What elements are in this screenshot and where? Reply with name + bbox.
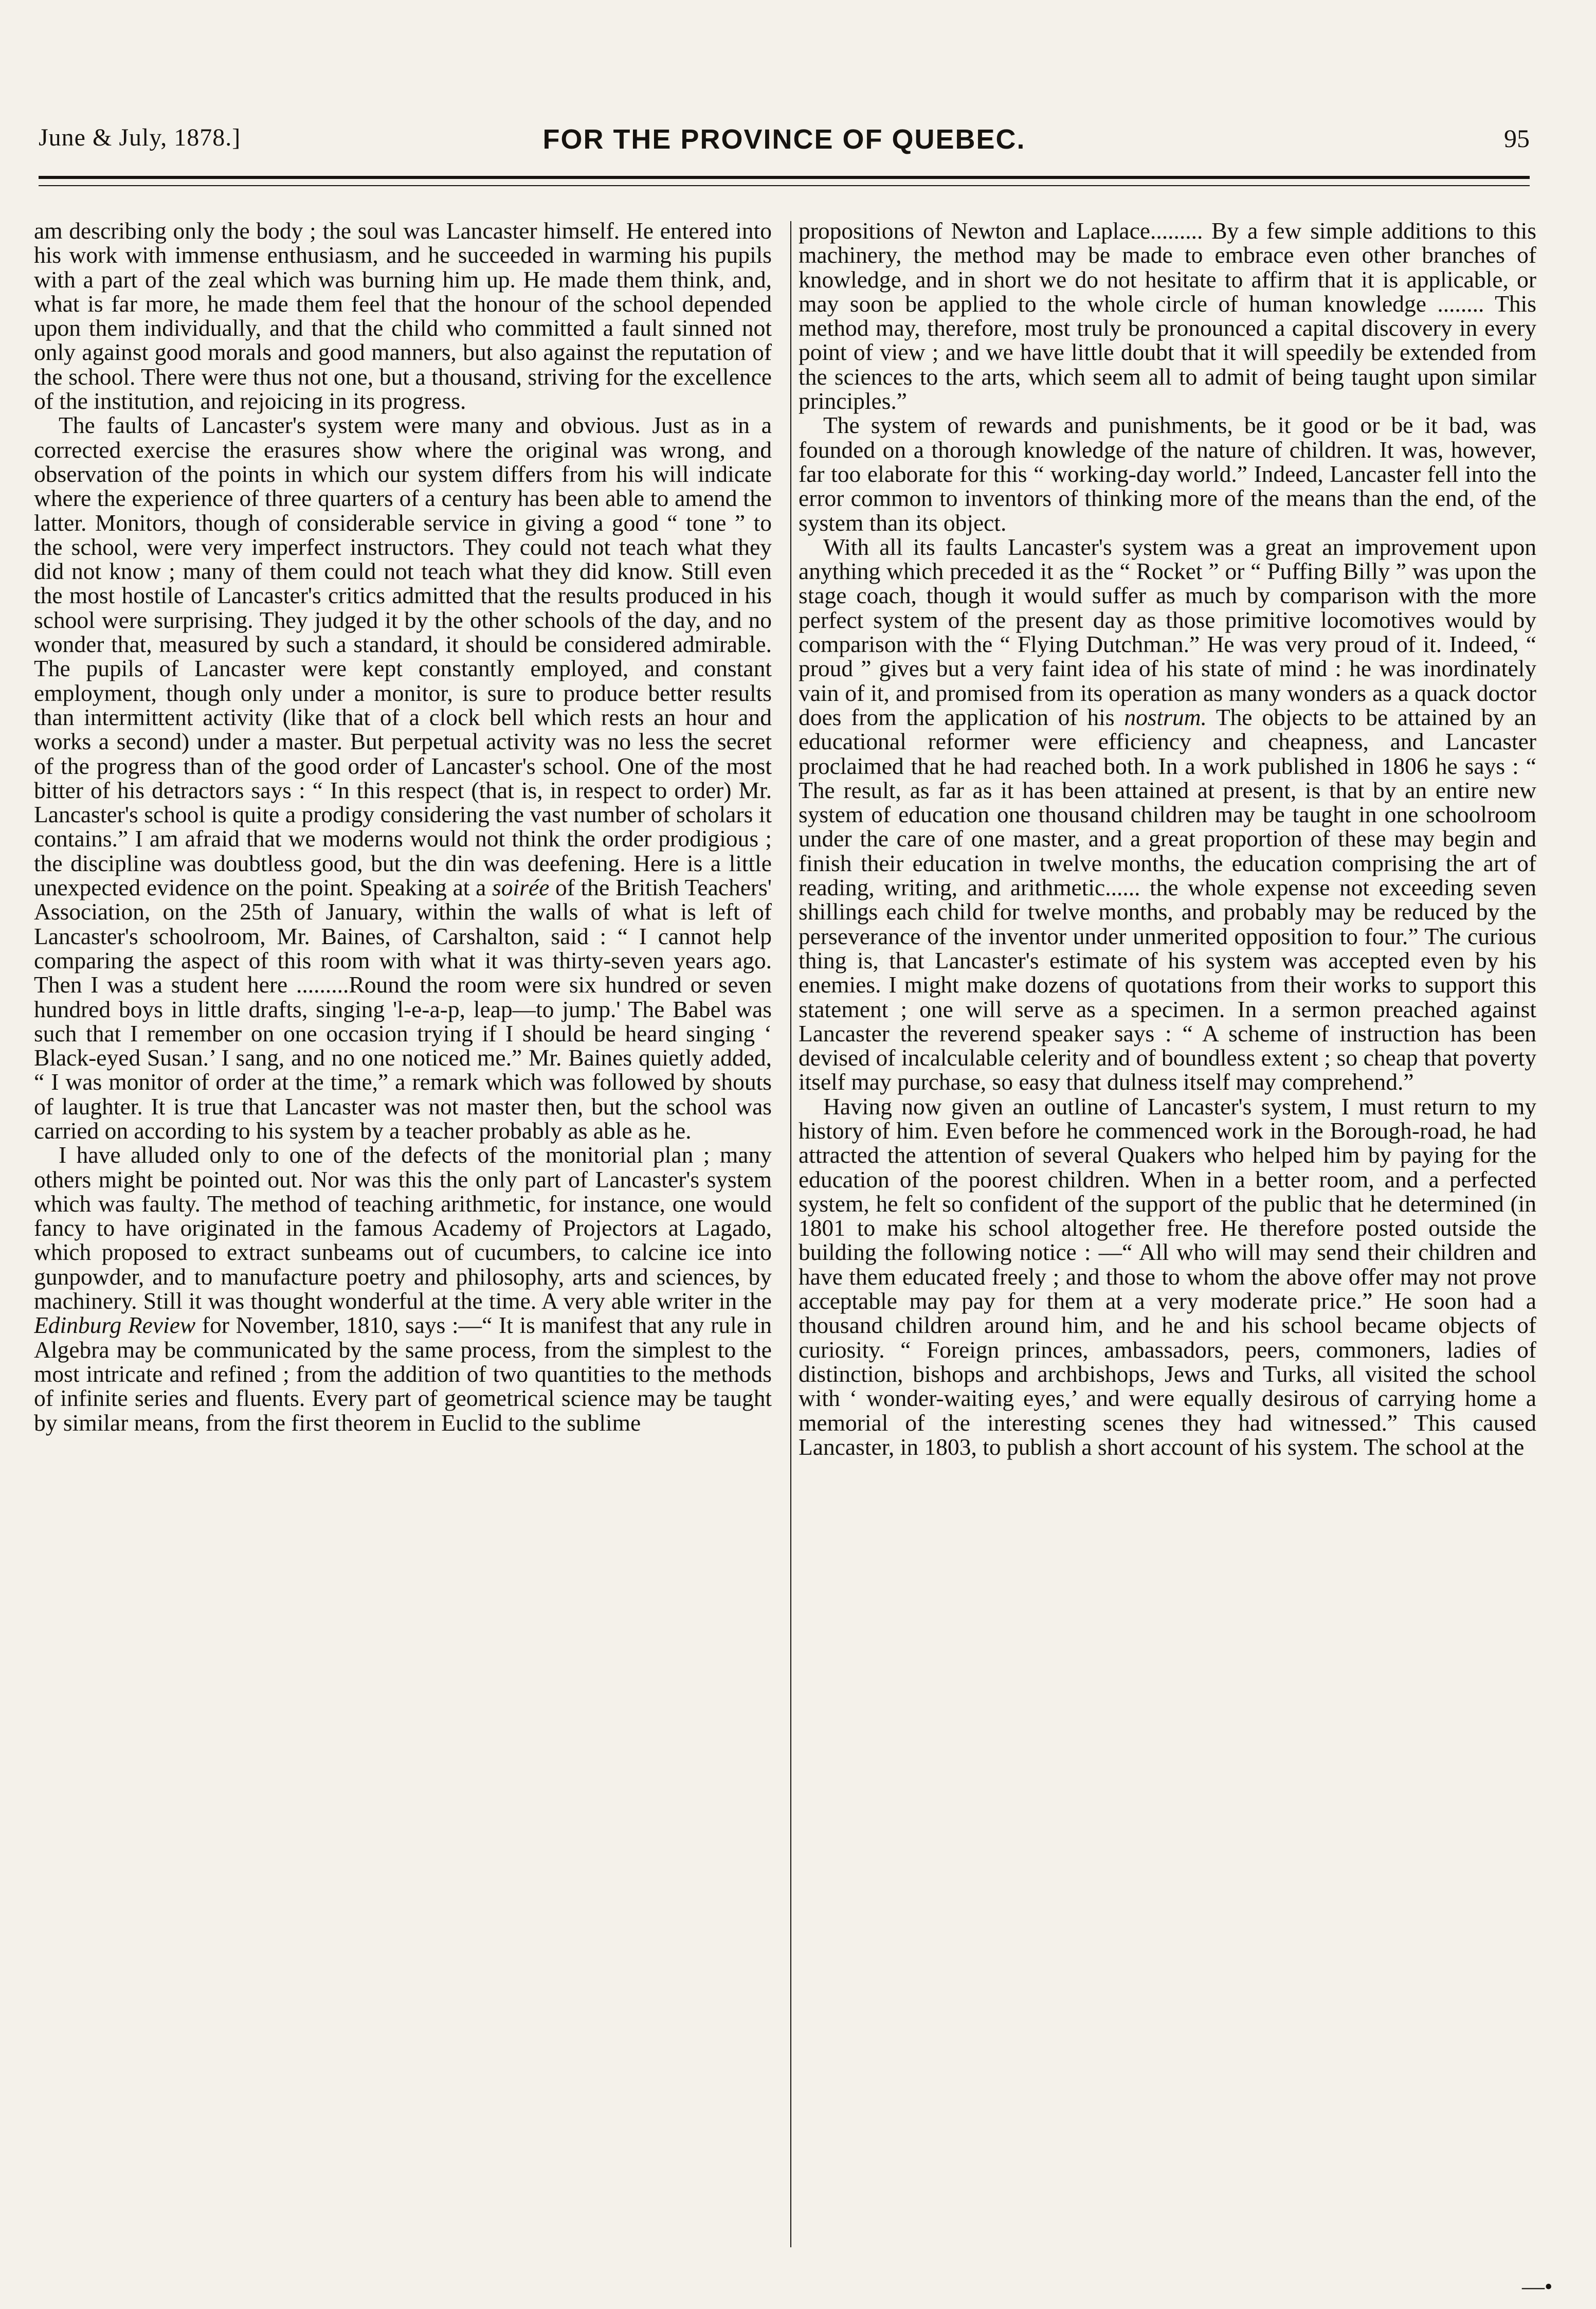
paragraph bbox=[34, 413, 772, 1143]
paragraph-text: With all its faults Lancaster's system was a great an improvement upon anything which preceded it as the “ Rocket ” or “ Puffing Billy ” was upon the stage coach, though it would suffer as much by comparison with the more perfect system of the present day as those primitive locomotives would by comparison with the “ Flying Dutchman.” He was very proud of it. Indeed, “ proud ” gives but a very faint idea of his state of mind : he was inordinately vain of it, and promised from its operation as many wonders as a quack doctor does from the application of his bbox=[799, 533, 1536, 730]
paragraph-text: The faults of Lancaster's system were many and obvious. Just as in a corrected exercise the erasures show where the original was wrong, and observation of the points in which our system differs from his will indicate where the experience of three quarters of a century has been able to amend the latter. Monitors, though of considerable service in giving a good “ tone ” to the school, were very imperfect instructors. They could not teach what they did not know ; many of them could not teach what they did know. Still even the most hostile of Lancaster's critics admitted that the results produced in his school were surprising. They judged it by the other schools of the day, and no wonder that, measured by such a standard, it should be considered admirable. The pupils of Lancaster were kept constantly employed, and constant employment, though only under a monitor, is sure to produce better results than intermittent activity (like that of a clock bell which rests an hour and works a second) under a master. But perpetual activity was no less the secret of the progress than of the good order of Lancaster's school. One of the most bitter of his detractors says : “ In this respect (that is, in respect to order) Mr. Lancaster's school is quite a prodigy considering the vast number of scholars it contains.” I am afraid that we moderns would not think the order prodigious ; the discipline was doubtless good, but the din was deefening. Here is a little unexpected evidence on the point. Speaking at a bbox=[34, 412, 772, 901]
paragraph-text: for November, 1810, says :—“ It is manifest that any rule in Algebra may be communicated by the same process, from the simplest to the most intricate and refined ; from the addition of two quantities to the methods of infinite series and fluents. Every part of geometrical science may be taught by similar means, from the first theorem in Euclid to the sublime bbox=[34, 1312, 772, 1436]
paragraph: The system of rewards and punishments, be it good or be it bad, was founded on a thorough knowledge of the nature of children. It was, however, far too elaborate for this “ working-day world.” Indeed, Lancaster fell into the error common to inventors of thinking more of the means than the end, of the system than its object. bbox=[799, 412, 1536, 536]
italic-title: Edinburg Review bbox=[34, 1312, 196, 1339]
left-column bbox=[34, 219, 772, 2250]
paragraph: am describing only the body ; the soul was Lancaster himself. He entered into his work with immense enthusiasm, and he succeeded in warming his pupils with a part of the zeal which was burning him up. He made them think, and, what is far more, he made them feel that the honour of the school depended upon them individually, and that the child who committed a fault sinned not only against good morals and good manners, but also against the reputation of the school. There were thus not one, but a thousand, striving for the excellence of the institution, and rejoicing in its progress. bbox=[34, 219, 772, 414]
header-rule-thick bbox=[39, 176, 1530, 179]
running-header bbox=[39, 123, 1530, 165]
header-rule-thin bbox=[39, 185, 1530, 186]
column-divider bbox=[790, 221, 791, 2247]
issue-date: June & July, 1878.] bbox=[39, 124, 241, 151]
page-number: 95 bbox=[1504, 124, 1530, 153]
paragraph: propositions of Newton and Laplace......... By a few simple additions to this machinery, the method may be made to embrace even other branches of knowledge, and in short we do not hesitate to affirm that it is applicable, or may soon be applied to the whole circle of human knowledge ........ This method may, therefore, most truly be pronounced a capital discovery in every point of view ; and we have little doubt that it will speedily be extended from the sciences to the arts, which seem all to admit of being taught upon similar principles.” bbox=[799, 219, 1536, 414]
italic-term: nostrum. bbox=[1124, 703, 1207, 730]
running-title: FOR THE PROVINCE OF QUEBEC. bbox=[542, 124, 1026, 155]
paragraph bbox=[799, 535, 1536, 1094]
italic-term: soirée bbox=[492, 874, 550, 901]
paragraph-text: I have alluded only to one of the defects of the monitorial plan ; many others might be pointed out. Nor was this the only part of Lancaster's system which was faulty. The method of teaching arithmetic, for instance, one would fancy to have originated in the famous Academy of Projectors at Lagado, which proposed to extract sunbeams out of cucumbers, to calcine ice into gunpowder, and to manufacture poetry and philosophy, arts and sciences, by machinery. Still it was thought wonderful at the time. A very able writer in the bbox=[34, 1142, 772, 1314]
footer-mark: —• bbox=[1522, 2274, 1553, 2299]
paragraph bbox=[34, 1143, 772, 1435]
paragraph: Having now given an outline of Lancaster's system, I must return to my history of him. Even before he commenced work in the Borough-road, he had attracted the attention of several Quakers who helped him by paying for the education of the poorest children. When in a better room, and a perfected system, he felt so confident of the support of the public that he determined (in 1801 to make his school altogether free. He therefore posted outside the building the following notice : —“ All who will may send their children and have them educated freely ; and those to whom the above offer may not prove acceptable may pay for them at a very moderate price.” He soon had a thousand children around him, and he and his school became objects of curiosity. “ Foreign princes, ambassadors, peers, commoners, ladies of distinction, bishops and archbishops, Jews and Turks, all visited the school with ‘ wonder-waiting eyes,’ and were equally desirous of carrying home a memorial of the interesting scenes they had witnessed.” This caused Lancaster, in 1803, to publish a short account of his system. The school at the bbox=[799, 1093, 1536, 1460]
paragraph-text: The objects to be attained by an educational reformer were efficiency and cheapness, and Lancaster proclaimed that he had reached both. In a work published in 1806 he says : “ The result, as far as it has been attained at present, is that by an entire new system of education one thousand children may be taught in one schoolroom under the care of one master, and a great proportion of these may begin and finish their education in twelve months, the education comprising the art of reading, writing, and arithmetic...... the whole expense not exceeding seven shillings each child for twelve months, and probably may be reduced by the perseverance of the inventor under unmerited opposition to four.” The curious thing is, that Lancaster's estimate of his system was accepted even by his enemies. I might make dozens of quotations from their works to support this statement ; one will serve as a specimen. In a sermon preached against Lancaster the reverend speaker says : “ A scheme of instruction has been devised of incalculable celerity and of boundless extent ; so cheap that poverty itself may purchase, so easy that dulness itself may comprehend.” bbox=[799, 703, 1536, 1095]
paragraph-text: of the British Teachers' Association, on the 25th of January, within the walls of what is left of Lancaster's schoolroom, Mr. Baines, of Carshalton, said : “ I cannot help comparing the aspect of this room with what it was thirty-seven years ago. Then I was a student here .........Round the room were six hundred or seven hundred boys in little drafts, singing 'l-e-a-p, leap—to jump.' The Babel was such that I remember on one occasion trying if I should be heard singing ‘ Black-eyed Susan.’ I sang, and no one noticed me.” Mr. Baines quietly added, “ I was monitor of order at the time,” a remark which was followed by shouts of laughter. It is true that Lancaster was not master then, but the school was carried on according to his system by a teacher probably as able as he. bbox=[34, 874, 772, 1144]
right-column bbox=[799, 219, 1536, 2250]
